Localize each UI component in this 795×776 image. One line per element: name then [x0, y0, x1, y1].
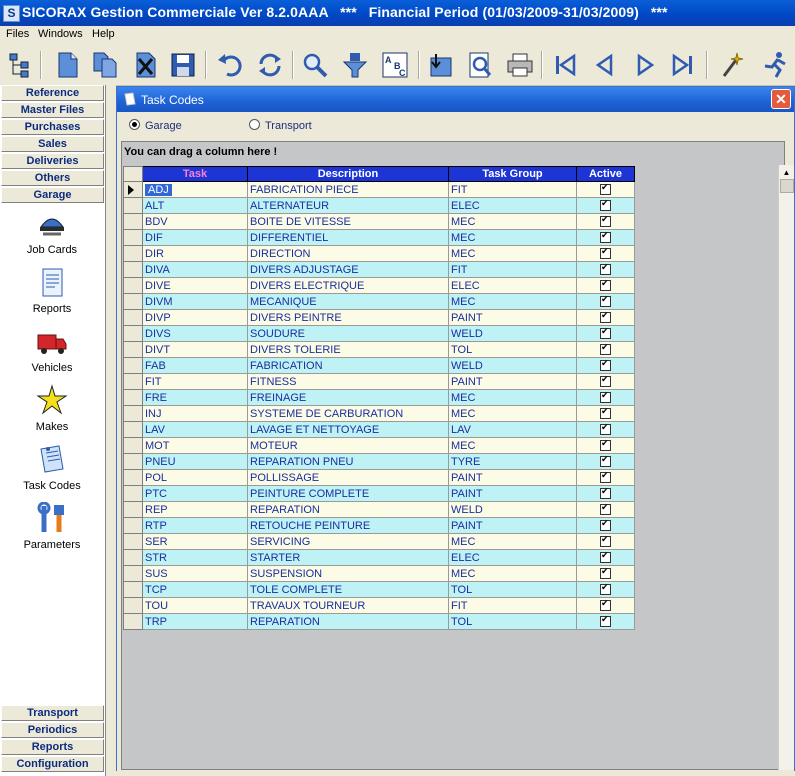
app-logo-icon[interactable]: S: [3, 5, 20, 22]
row-indicator[interactable]: [124, 582, 143, 598]
cell-task-group[interactable]: MEC: [449, 294, 577, 310]
row-indicator[interactable]: [124, 342, 143, 358]
active-checkbox[interactable]: [600, 376, 611, 387]
cell-task[interactable]: FIT: [143, 374, 248, 390]
active-checkbox[interactable]: [600, 552, 611, 563]
cell-task[interactable]: ADJ: [143, 182, 248, 198]
splitter[interactable]: [106, 85, 116, 776]
table-row[interactable]: [124, 582, 635, 598]
cell-active[interactable]: [577, 182, 635, 198]
row-indicator[interactable]: [124, 246, 143, 262]
cell-task-group[interactable]: PAINT: [449, 486, 577, 502]
cell-description[interactable]: DIFFERENTIEL: [248, 230, 449, 246]
svg-text:C: C: [399, 68, 406, 78]
cell-task-group[interactable]: TOL: [449, 582, 577, 598]
table-row[interactable]: [124, 422, 635, 438]
filter-icon[interactable]: [340, 50, 370, 80]
cell-active[interactable]: [577, 518, 635, 534]
sidebar: [0, 85, 106, 776]
cell-description[interactable]: SOUDURE: [248, 326, 449, 342]
active-checkbox[interactable]: [600, 424, 611, 435]
search-icon[interactable]: [300, 50, 330, 80]
cell-active[interactable]: [577, 598, 635, 614]
table-row[interactable]: [124, 342, 635, 358]
wand-icon[interactable]: [716, 50, 746, 80]
cell-task[interactable]: STR: [143, 550, 248, 566]
row-indicator[interactable]: [124, 422, 143, 438]
sidebar-category-transport[interactable]: Transport: [1, 705, 104, 721]
cell-description[interactable]: FITNESS: [248, 374, 449, 390]
active-checkbox[interactable]: [600, 408, 611, 419]
cell-task-group[interactable]: TOL: [449, 614, 577, 630]
cell-active[interactable]: [577, 486, 635, 502]
sidebar-item-label: Task Codes: [23, 480, 81, 492]
cell-task-group[interactable]: PAINT: [449, 470, 577, 486]
cell-task[interactable]: RTP: [143, 518, 248, 534]
sidebar-category-purchases[interactable]: Purchases: [1, 119, 104, 135]
column-header-task-group[interactable]: Task Group: [449, 167, 577, 182]
reports-icon: [35, 266, 69, 300]
cell-task-group[interactable]: WELD: [449, 502, 577, 518]
row-indicator[interactable]: [124, 374, 143, 390]
active-checkbox[interactable]: [600, 536, 611, 547]
row-indicator[interactable]: [124, 294, 143, 310]
cell-active[interactable]: [577, 566, 635, 582]
delete-document-icon[interactable]: [130, 50, 160, 80]
grid-panel: [121, 141, 785, 770]
table-row[interactable]: [124, 550, 635, 566]
cell-description[interactable]: LAVAGE ET NETTOYAGE: [248, 422, 449, 438]
sort-icon[interactable]: [380, 50, 410, 80]
parameters-icon: [35, 502, 69, 536]
sidebar-category-configuration[interactable]: Configuration: [1, 756, 104, 772]
cell-description[interactable]: TRAVAUX TOURNEUR: [248, 598, 449, 614]
table-row[interactable]: [124, 358, 635, 374]
active-checkbox[interactable]: [600, 472, 611, 483]
group-by-hint: You can drag a column here !: [124, 146, 278, 158]
cell-task-group[interactable]: MEC: [449, 566, 577, 582]
cell-active[interactable]: [577, 614, 635, 630]
cell-active[interactable]: [577, 214, 635, 230]
scroll-up-icon[interactable]: ▲: [782, 168, 791, 177]
cell-task[interactable]: TOU: [143, 598, 248, 614]
cell-description[interactable]: DIVERS ELECTRIQUE: [248, 278, 449, 294]
cell-task[interactable]: INJ: [143, 406, 248, 422]
cell-active[interactable]: [577, 422, 635, 438]
cell-task[interactable]: DIVS: [143, 326, 248, 342]
radio-dot-icon: [249, 119, 260, 130]
sidebar-item-makes[interactable]: [0, 384, 104, 433]
radio-dot-icon: [129, 119, 140, 130]
row-indicator[interactable]: [124, 470, 143, 486]
table-row[interactable]: [124, 438, 635, 454]
cell-task[interactable]: DIVM: [143, 294, 248, 310]
row-indicator[interactable]: [124, 278, 143, 294]
active-checkbox[interactable]: [600, 312, 611, 323]
column-header-active[interactable]: Active: [577, 167, 635, 182]
cell-description[interactable]: MOTEUR: [248, 438, 449, 454]
cell-description[interactable]: FREINAGE: [248, 390, 449, 406]
cell-description[interactable]: REPARATION PNEU: [248, 454, 449, 470]
cell-task[interactable]: REP: [143, 502, 248, 518]
table-row[interactable]: [124, 454, 635, 470]
row-indicator[interactable]: [124, 262, 143, 278]
tree-view-icon[interactable]: [6, 50, 36, 80]
cell-task-group[interactable]: MEC: [449, 246, 577, 262]
svg-text:A: A: [385, 55, 392, 65]
row-indicator[interactable]: [124, 230, 143, 246]
print-icon[interactable]: [505, 50, 535, 80]
window-title: SICORAX Gestion Commerciale Ver 8.2.0AAA *** Financial Period (01/03/2009-31/03/2009) ***: [22, 4, 668, 20]
vehicles-icon: [35, 325, 69, 359]
sidebar-category-master-files[interactable]: Master Files: [1, 102, 104, 118]
cell-active[interactable]: [577, 230, 635, 246]
preview-icon[interactable]: [465, 50, 495, 80]
active-checkbox[interactable]: [600, 232, 611, 243]
cell-description[interactable]: DIVERS TOLERIE: [248, 342, 449, 358]
table-row[interactable]: [124, 470, 635, 486]
row-indicator[interactable]: [124, 326, 143, 342]
table-row[interactable]: [124, 198, 635, 214]
sidebar-item-vehicles[interactable]: [0, 325, 104, 374]
cell-description[interactable]: FABRICATION PIECE: [248, 182, 449, 198]
last-record-icon[interactable]: [668, 50, 698, 80]
active-checkbox[interactable]: [600, 280, 611, 291]
table-row[interactable]: [124, 262, 635, 278]
makes-icon: [35, 384, 69, 418]
sidebar-category-reports[interactable]: Reports: [1, 739, 104, 755]
cell-description[interactable]: REPARATION: [248, 614, 449, 630]
undo-icon[interactable]: [215, 50, 245, 80]
active-checkbox[interactable]: [600, 584, 611, 595]
toolbar: [0, 45, 795, 86]
row-indicator[interactable]: [124, 614, 143, 630]
row-indicator[interactable]: [124, 550, 143, 566]
row-indicator[interactable]: [124, 310, 143, 326]
cell-task-group[interactable]: MEC: [449, 534, 577, 550]
row-indicator-header: [124, 167, 143, 182]
task-codes-grid: [123, 166, 635, 630]
active-checkbox[interactable]: [600, 296, 611, 307]
table-row[interactable]: [124, 214, 635, 230]
cell-task-group[interactable]: FIT: [449, 262, 577, 278]
row-indicator[interactable]: [124, 438, 143, 454]
cell-task[interactable]: TRP: [143, 614, 248, 630]
cell-task[interactable]: DIVE: [143, 278, 248, 294]
row-indicator[interactable]: [124, 566, 143, 582]
cell-active[interactable]: [577, 326, 635, 342]
sidebar-item-label: Vehicles: [31, 362, 73, 374]
table-row[interactable]: [124, 518, 635, 534]
menu-windows[interactable]: Windows: [38, 28, 83, 40]
row-indicator[interactable]: [124, 518, 143, 534]
cell-description[interactable]: ALTERNATEUR: [248, 198, 449, 214]
cell-description[interactable]: RETOUCHE PEINTURE: [248, 518, 449, 534]
cell-task-group[interactable]: ELEC: [449, 550, 577, 566]
sidebar-item-label: Reports: [32, 303, 72, 315]
table-row[interactable]: [124, 502, 635, 518]
cell-task[interactable]: PTC: [143, 486, 248, 502]
cell-active[interactable]: [577, 406, 635, 422]
cell-task[interactable]: PNEU: [143, 454, 248, 470]
row-indicator[interactable]: [124, 454, 143, 470]
cell-active[interactable]: [577, 342, 635, 358]
cell-description[interactable]: SERVICING: [248, 534, 449, 550]
exit-icon[interactable]: [760, 50, 790, 80]
sidebar-category-sales[interactable]: Sales: [1, 136, 104, 152]
menu-files[interactable]: Files: [6, 28, 30, 40]
cell-task[interactable]: SUS: [143, 566, 248, 582]
sidebar-category-reference[interactable]: Reference: [1, 85, 104, 101]
save-icon[interactable]: [168, 50, 198, 80]
cell-description[interactable]: TOLE COMPLETE: [248, 582, 449, 598]
current-row-arrow-icon: [128, 185, 134, 195]
cell-task[interactable]: LAV: [143, 422, 248, 438]
cell-task[interactable]: BDV: [143, 214, 248, 230]
row-indicator[interactable]: [124, 502, 143, 518]
row-indicator[interactable]: [124, 214, 143, 230]
cell-task-group[interactable]: TYRE: [449, 454, 577, 470]
sidebar-category-garage[interactable]: Garage: [1, 187, 104, 203]
cell-task[interactable]: TCP: [143, 582, 248, 598]
table-row[interactable]: [124, 614, 635, 630]
app-title-bar: [0, 0, 795, 26]
cell-active[interactable]: [577, 294, 635, 310]
active-checkbox[interactable]: [600, 328, 611, 339]
cell-active[interactable]: [577, 374, 635, 390]
cell-description[interactable]: DIVERS ADJUSTAGE: [248, 262, 449, 278]
row-indicator[interactable]: [124, 390, 143, 406]
table-row[interactable]: [124, 230, 635, 246]
table-row[interactable]: [124, 326, 635, 342]
cell-active[interactable]: [577, 438, 635, 454]
new-document-icon[interactable]: [52, 50, 82, 80]
cell-description[interactable]: SYSTEME DE CARBURATION: [248, 406, 449, 422]
cell-active[interactable]: [577, 454, 635, 470]
active-checkbox[interactable]: [600, 520, 611, 531]
table-row[interactable]: [124, 182, 635, 198]
sidebar-item-label: Makes: [35, 421, 69, 433]
cell-description[interactable]: BOITE DE VITESSE: [248, 214, 449, 230]
cell-task-group[interactable]: MEC: [449, 214, 577, 230]
active-checkbox[interactable]: [600, 248, 611, 259]
cell-task[interactable]: FAB: [143, 358, 248, 374]
cell-task-group[interactable]: MEC: [449, 390, 577, 406]
cell-active[interactable]: [577, 278, 635, 294]
cell-task-group[interactable]: PAINT: [449, 374, 577, 390]
child-title-bar: [117, 87, 794, 112]
copy-document-icon[interactable]: [90, 50, 120, 80]
previous-record-icon[interactable]: [590, 50, 620, 80]
cell-task[interactable]: SER: [143, 534, 248, 550]
cell-task-group[interactable]: WELD: [449, 358, 577, 374]
sidebar-category-periodics[interactable]: Periodics: [1, 722, 104, 738]
column-header-task[interactable]: Task: [143, 167, 248, 182]
cell-task[interactable]: MOT: [143, 438, 248, 454]
row-indicator[interactable]: [124, 182, 143, 198]
cell-description[interactable]: POLLISSAGE: [248, 470, 449, 486]
cell-task-group[interactable]: FIT: [449, 598, 577, 614]
row-indicator[interactable]: [124, 486, 143, 502]
grid-body: [124, 182, 635, 630]
svg-text:B: B: [394, 61, 401, 71]
cell-task-group[interactable]: MEC: [449, 406, 577, 422]
next-record-icon[interactable]: [630, 50, 660, 80]
cell-task-group[interactable]: ELEC: [449, 278, 577, 294]
cell-task-group[interactable]: PAINT: [449, 518, 577, 534]
active-checkbox[interactable]: [600, 392, 611, 403]
cell-task-group[interactable]: MEC: [449, 230, 577, 246]
cell-active[interactable]: [577, 262, 635, 278]
sidebar-item-label: Parameters: [23, 539, 81, 551]
table-row[interactable]: [124, 566, 635, 582]
cell-task-group[interactable]: LAV: [449, 422, 577, 438]
sidebar-item-task-codes[interactable]: [0, 443, 104, 492]
cell-active[interactable]: [577, 390, 635, 406]
active-checkbox[interactable]: [600, 360, 611, 371]
table-row[interactable]: [124, 294, 635, 310]
radio-transport[interactable]: Transport: [249, 119, 312, 132]
cell-active[interactable]: [577, 310, 635, 326]
cell-active[interactable]: [577, 534, 635, 550]
close-icon[interactable]: ✕: [771, 89, 791, 109]
cell-description[interactable]: REPARATION: [248, 502, 449, 518]
cell-description[interactable]: FABRICATION: [248, 358, 449, 374]
radio-garage[interactable]: Garage: [129, 119, 182, 132]
cell-active[interactable]: [577, 502, 635, 518]
module-radio-group: [125, 115, 785, 135]
table-row[interactable]: [124, 278, 635, 294]
cell-task[interactable]: POL: [143, 470, 248, 486]
cell-task[interactable]: DIF: [143, 230, 248, 246]
table-row[interactable]: [124, 486, 635, 502]
sidebar-category-deliveries[interactable]: Deliveries: [1, 153, 104, 169]
cell-description[interactable]: SUSPENSION: [248, 566, 449, 582]
export-icon[interactable]: [426, 50, 456, 80]
active-checkbox[interactable]: [600, 216, 611, 227]
row-indicator[interactable]: [124, 358, 143, 374]
cell-task-group[interactable]: TOL: [449, 342, 577, 358]
active-checkbox[interactable]: [600, 568, 611, 579]
sidebar-item-parameters[interactable]: [0, 502, 104, 551]
cell-task-group[interactable]: MEC: [449, 438, 577, 454]
cell-task[interactable]: FRE: [143, 390, 248, 406]
table-row[interactable]: [124, 310, 635, 326]
table-row[interactable]: [124, 246, 635, 262]
cell-description[interactable]: STARTER: [248, 550, 449, 566]
cell-task-group[interactable]: PAINT: [449, 310, 577, 326]
cell-description[interactable]: MECANIQUE: [248, 294, 449, 310]
cell-task[interactable]: DIVT: [143, 342, 248, 358]
sidebar-category-others[interactable]: Others: [1, 170, 104, 186]
active-checkbox[interactable]: [600, 184, 611, 195]
active-checkbox[interactable]: [600, 600, 611, 611]
cell-active[interactable]: [577, 470, 635, 486]
active-checkbox[interactable]: [600, 504, 611, 515]
active-checkbox[interactable]: [600, 200, 611, 211]
row-indicator[interactable]: [124, 406, 143, 422]
cell-description[interactable]: DIVERS PEINTRE: [248, 310, 449, 326]
cell-active[interactable]: [577, 358, 635, 374]
vertical-scrollbar[interactable]: [778, 165, 794, 770]
active-checkbox[interactable]: [600, 344, 611, 355]
table-row[interactable]: [124, 390, 635, 406]
cell-active[interactable]: [577, 582, 635, 598]
cell-active[interactable]: [577, 550, 635, 566]
table-row[interactable]: [124, 598, 635, 614]
row-indicator[interactable]: [124, 198, 143, 214]
row-indicator[interactable]: [124, 598, 143, 614]
scrollbar-thumb[interactable]: [780, 179, 794, 193]
cell-task-group[interactable]: WELD: [449, 326, 577, 342]
sidebar-item-label: Job Cards: [26, 244, 78, 256]
cell-task[interactable]: ALT: [143, 198, 248, 214]
active-checkbox[interactable]: [600, 456, 611, 467]
active-checkbox[interactable]: [600, 264, 611, 275]
cell-description[interactable]: PEINTURE COMPLETE: [248, 486, 449, 502]
cell-task[interactable]: DIVP: [143, 310, 248, 326]
menu-bar: [0, 26, 795, 45]
child-title: Task Codes: [141, 93, 204, 107]
active-checkbox[interactable]: [600, 488, 611, 499]
cell-active[interactable]: [577, 198, 635, 214]
cell-description[interactable]: DIRECTION: [248, 246, 449, 262]
sidebar-item-job-cards[interactable]: [0, 207, 104, 256]
table-row[interactable]: [124, 534, 635, 550]
active-checkbox[interactable]: [600, 616, 611, 627]
column-header-description[interactable]: Description: [248, 167, 449, 182]
cell-task[interactable]: DIVA: [143, 262, 248, 278]
cell-task-group[interactable]: FIT: [449, 182, 577, 198]
cell-active[interactable]: [577, 246, 635, 262]
task-codes-icon: [35, 443, 69, 477]
job-cards-icon: [35, 207, 69, 241]
task-codes-window-icon: [123, 92, 137, 106]
menu-help[interactable]: Help: [92, 28, 115, 40]
table-row[interactable]: [124, 406, 635, 422]
first-record-icon[interactable]: [550, 50, 580, 80]
table-row[interactable]: [124, 374, 635, 390]
refresh-icon[interactable]: [255, 50, 285, 80]
task-codes-window: [116, 86, 795, 773]
active-checkbox[interactable]: [600, 440, 611, 451]
cell-task[interactable]: DIR: [143, 246, 248, 262]
row-indicator[interactable]: [124, 534, 143, 550]
sidebar-item-reports[interactable]: [0, 266, 104, 315]
cell-task-group[interactable]: ELEC: [449, 198, 577, 214]
